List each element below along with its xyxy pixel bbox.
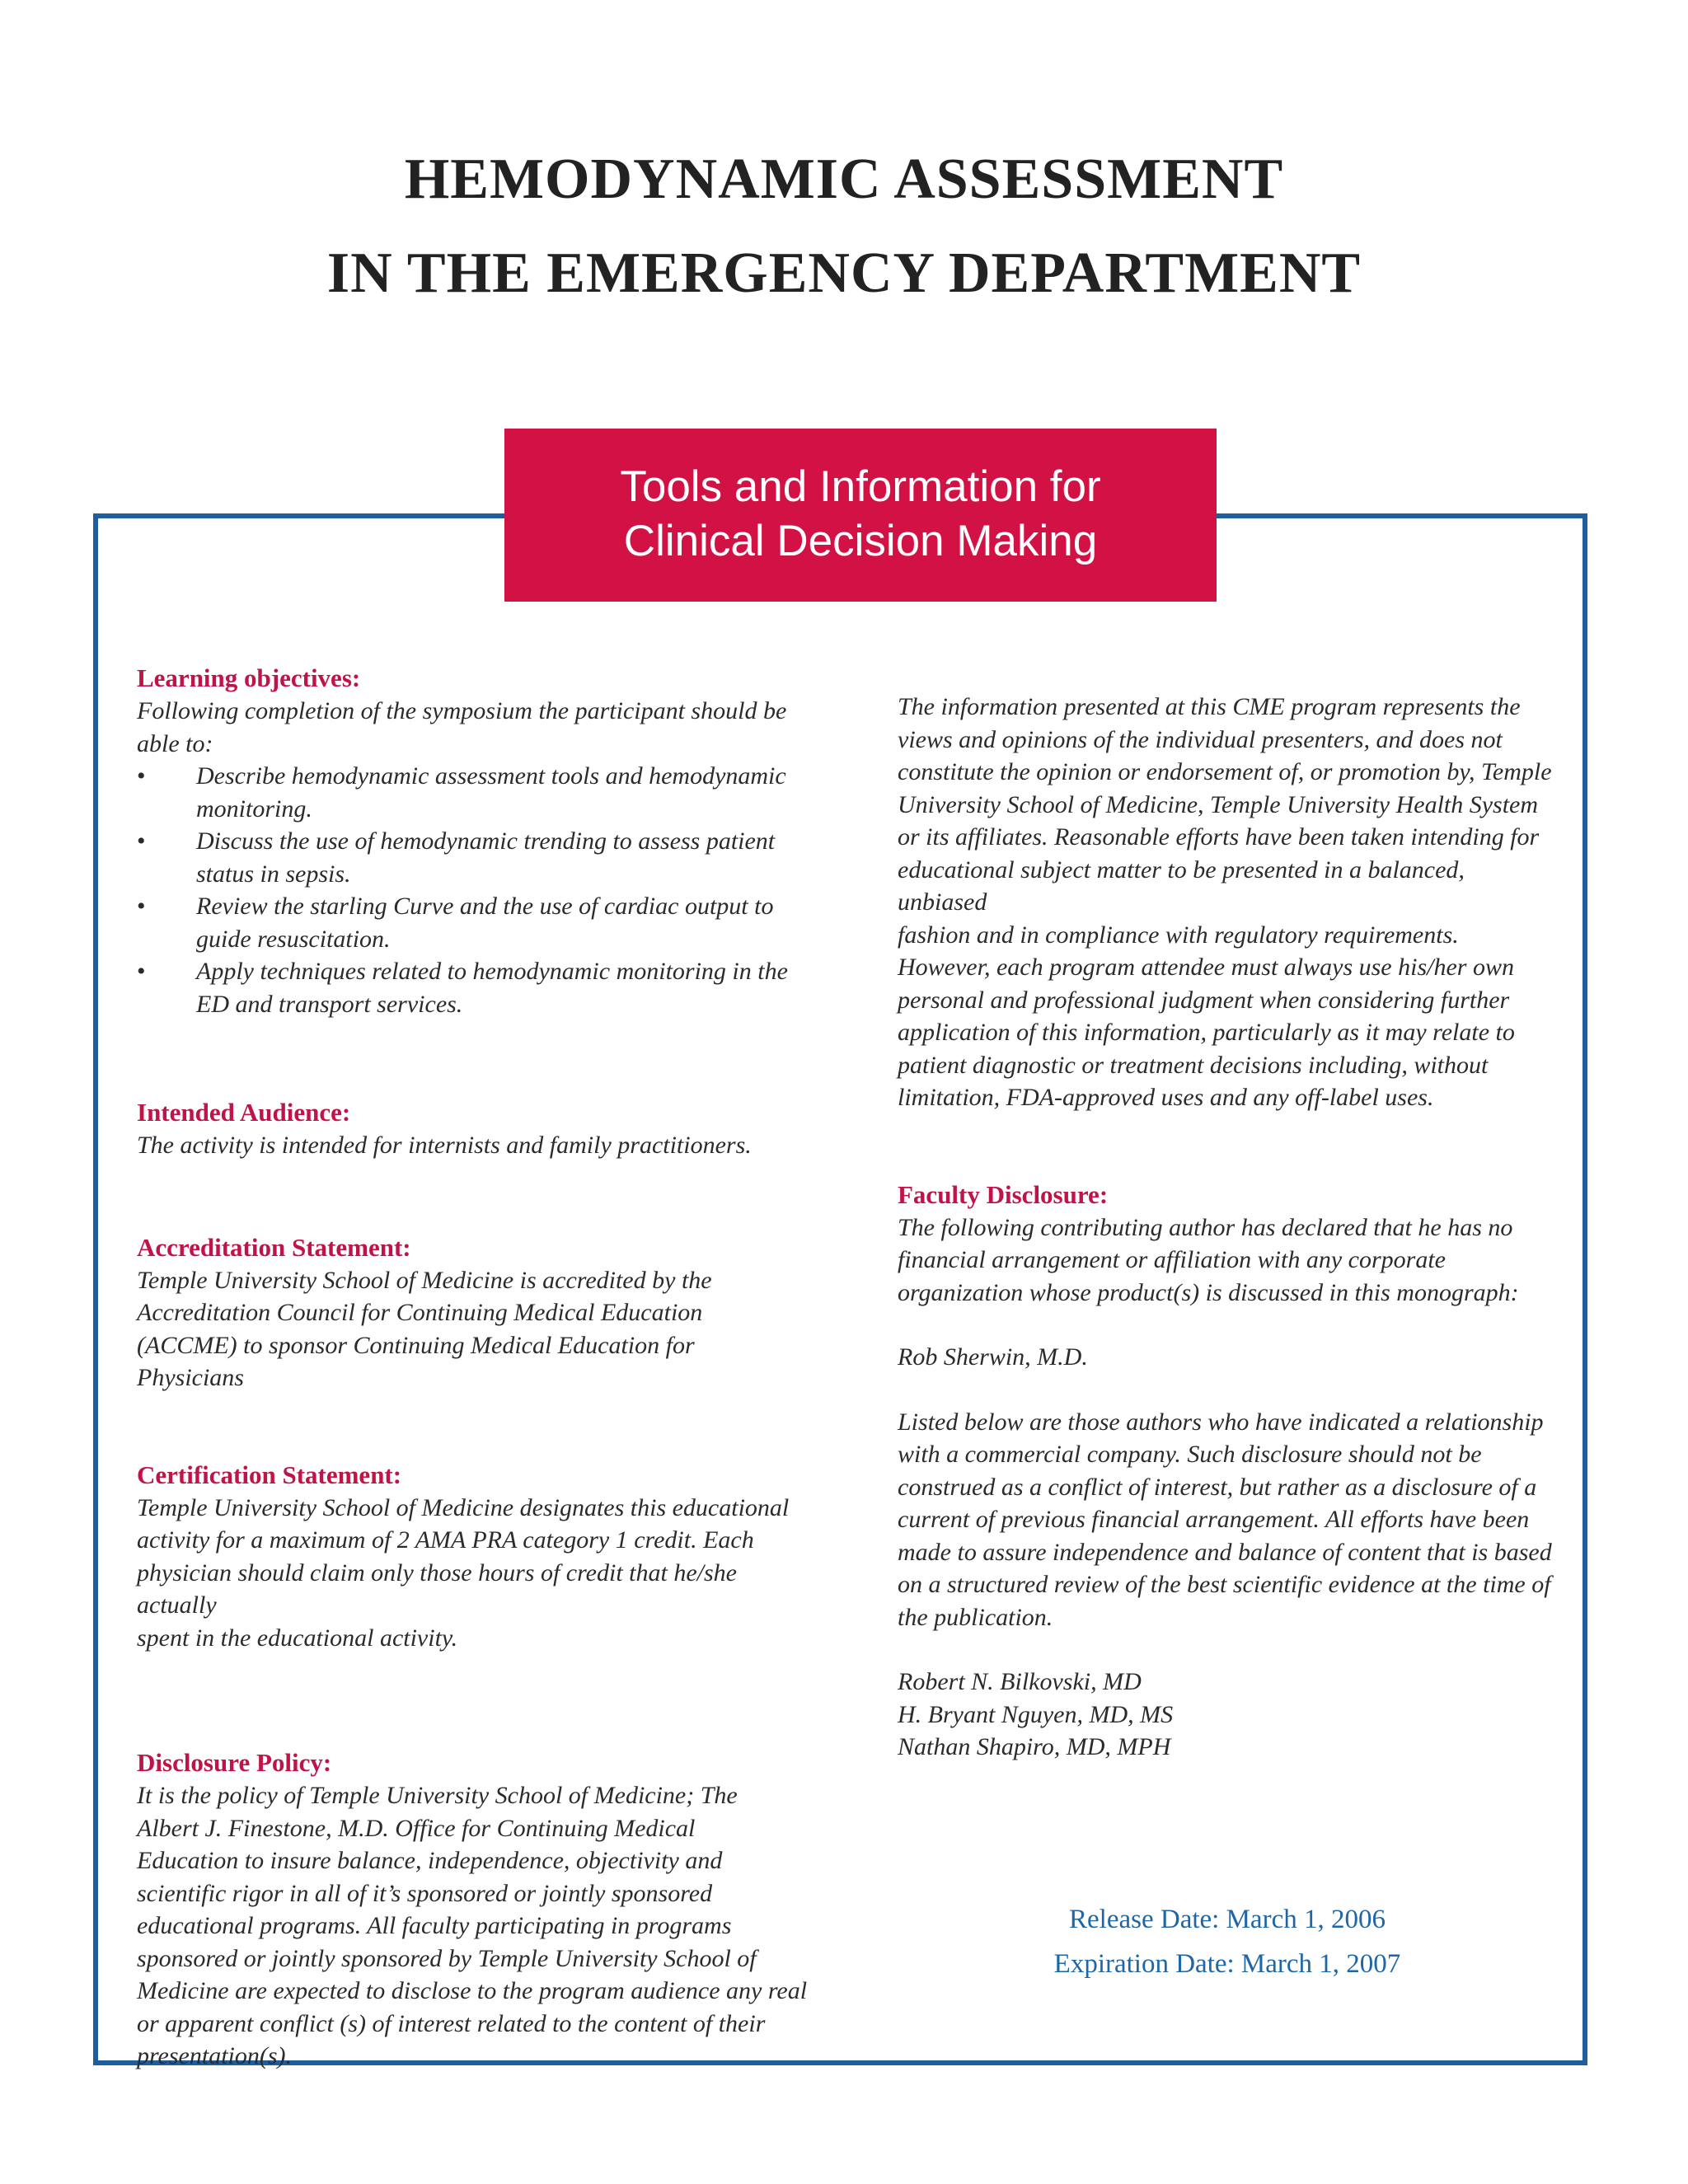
author-list: [898, 1666, 1557, 1764]
text-line: Accreditation Council for Continuing Medical Education: [137, 1299, 703, 1326]
banner-line-1: Tools and Information for: [620, 462, 1101, 511]
text-line: Discuss the use of hemodynamic trending to assess patient: [196, 827, 776, 855]
text-line: The activity is intended for internists and family practitioners.: [137, 1132, 752, 1159]
text-line: the publication.: [898, 1603, 1053, 1631]
cme-information-section: [898, 691, 1557, 1114]
list-item: [137, 760, 813, 825]
text-line: Following completion of the symposium the participant should be: [137, 697, 787, 724]
text-line: Education to insure balance, independence, objectivity and: [137, 1847, 723, 1874]
faculty-disclosure-heading: Faculty Disclosure:: [898, 1179, 1109, 1209]
learning-objectives-intro: [137, 695, 813, 760]
disclosed-author: [898, 1341, 1557, 1374]
text-line: educational programs. All faculty participating in programs: [137, 1912, 732, 1939]
text-line: limitation, FDA-approved uses and any off-label uses.: [898, 1084, 1434, 1111]
text-line: sponsored or jointly sponsored by Temple University School of: [137, 1944, 757, 1972]
text-line: current of previous financial arrangement. All efforts have been: [898, 1506, 1530, 1533]
relationship-disclosure-text: [898, 1406, 1557, 1634]
text-line: application of this information, particularly as it may relate to: [898, 1019, 1515, 1046]
intended-audience-heading: Intended Audience:: [137, 1098, 351, 1127]
text-line: patient diagnostic or treatment decisions including, without: [898, 1051, 1489, 1079]
text-line: Physicians: [137, 1364, 244, 1391]
text-line: views and opinions of the individual presenters, and does not: [898, 725, 1503, 753]
text-line: activity for a maximum of 2 AMA PRA category 1 credit. Each: [137, 1526, 754, 1554]
banner: [504, 429, 1217, 602]
text-line: status in sepsis.: [196, 860, 351, 888]
certification-text: [137, 1492, 813, 1655]
text-line: scientific rigor in all of it’s sponsored or jointly sponsored: [137, 1879, 713, 1907]
list-item: Nathan Shapiro, MD, MPH: [898, 1733, 1171, 1760]
certification-heading: Certification Statement:: [137, 1460, 402, 1489]
document-title-line-1: HEMODYNAMIC ASSESSMENT: [404, 148, 1284, 211]
text-line: or its affiliates. Reasonable efforts have been taken intending for: [898, 823, 1540, 851]
right-column: [898, 691, 1557, 1764]
text-line: University School of Medicine, Temple University Health System: [898, 790, 1539, 818]
text-line: monitoring.: [196, 794, 312, 823]
accreditation-heading: Accreditation Statement:: [137, 1232, 411, 1262]
intended-audience-section: [137, 1096, 813, 1162]
disclosure-policy-section: [137, 1746, 813, 2073]
text-line: Albert J. Finestone, M.D. Office for Continuing Medical: [137, 1814, 696, 1842]
document-title-line-2: IN THE EMERGENCY DEPARTMENT: [326, 241, 1362, 305]
text-line: However, each program attendee must always use his/her own: [898, 954, 1514, 981]
faculty-disclosure-section: [898, 1179, 1557, 1764]
disclosure-policy-heading: Disclosure Policy:: [137, 1748, 332, 1777]
text-line: guide resuscitation.: [196, 925, 391, 953]
text-line: It is the policy of Temple University School of Medicine; The: [137, 1782, 738, 1809]
disclosure-policy-text: [137, 1779, 813, 2073]
list-item: [137, 825, 813, 890]
bullet-icon: •: [137, 893, 146, 920]
text-line: financial arrangement or affiliation with any corporate: [898, 1246, 1446, 1273]
text-line: able to:: [137, 729, 213, 757]
text-line: educational subject matter to be presented in a balanced, unbiased: [898, 855, 1465, 916]
text-line: personal and professional judgment when considering further: [898, 986, 1510, 1014]
text-line: Review the starling Curve and the use of cardiac output to: [196, 893, 774, 920]
cme-information-text: [898, 691, 1557, 1114]
list-item: [137, 955, 813, 1020]
bullet-icon: •: [137, 762, 146, 790]
certification-section: [137, 1459, 813, 1655]
text-line: or apparent conflict (s) of interest related to the content of their: [137, 2009, 766, 2037]
text-line: spent in the educational activity.: [137, 1624, 458, 1652]
dates-block: [898, 1897, 1557, 1986]
text-line: Apply techniques related to hemodynamic monitoring in the: [196, 958, 788, 985]
text-line: (ACCME) to sponsor Continuing Medical Education for: [137, 1331, 695, 1359]
accreditation-text: [137, 1264, 813, 1394]
learning-objectives-heading: Learning objectives:: [137, 663, 361, 692]
text-line: Temple University School of Medicine designates this educational: [137, 1493, 790, 1521]
text-line: Rob Sherwin, M.D.: [898, 1343, 1088, 1371]
text-line: organization whose product(s) is discussed in this monograph:: [898, 1278, 1519, 1306]
text-line: on a structured review of the best scientific evidence at the time of: [898, 1571, 1551, 1598]
objectives-list: [137, 760, 813, 1020]
list-item: [137, 890, 813, 955]
text-line: Temple University School of Medicine is accredited by the: [137, 1266, 712, 1294]
faculty-disclosure-intro: [898, 1212, 1557, 1310]
learning-objectives-section: [137, 662, 813, 1020]
text-line: fashion and in compliance with regulatory requirements.: [898, 921, 1459, 949]
expiration-date: Expiration Date: March 1, 2007: [1053, 1949, 1401, 1979]
left-column: [137, 662, 813, 2073]
bullet-icon: •: [137, 827, 146, 855]
banner-line-2: Clinical Decision Making: [623, 517, 1098, 565]
text-line: physician should claim only those hours of credit that he/she actually: [137, 1558, 737, 1619]
text-line: construed as a conflict of interest, but rather as a disclosure of a: [898, 1473, 1537, 1501]
accreditation-section: [137, 1231, 813, 1394]
text-line: Listed below are those authors who have indicated a relationship: [898, 1408, 1544, 1436]
text-line: Describe hemodynamic assessment tools and hemodynamic: [196, 762, 786, 790]
text-line: with a commercial company. Such disclosure should not be: [898, 1441, 1482, 1468]
list-item: H. Bryant Nguyen, MD, MS: [898, 1700, 1174, 1728]
release-date: Release Date: March 1, 2006: [1069, 1905, 1386, 1934]
text-line: ED and transport services.: [196, 990, 463, 1018]
text-line: The following contributing author has declared that he has no: [898, 1213, 1513, 1241]
text-line: The information presented at this CME program represents the: [898, 693, 1521, 720]
text-line: Medicine are expected to disclose to the program audience any real: [137, 1977, 808, 2004]
intended-audience-text: [137, 1129, 813, 1162]
text-line: made to assure independence and balance of content that is based: [898, 1538, 1552, 1566]
text-line: presentation(s).: [137, 2042, 293, 2069]
text-line: constitute the opinion or endorsement of, or promotion by, Temple: [898, 758, 1552, 785]
bullet-icon: •: [137, 958, 146, 985]
list-item: Robert N. Bilkovski, MD: [898, 1668, 1142, 1695]
